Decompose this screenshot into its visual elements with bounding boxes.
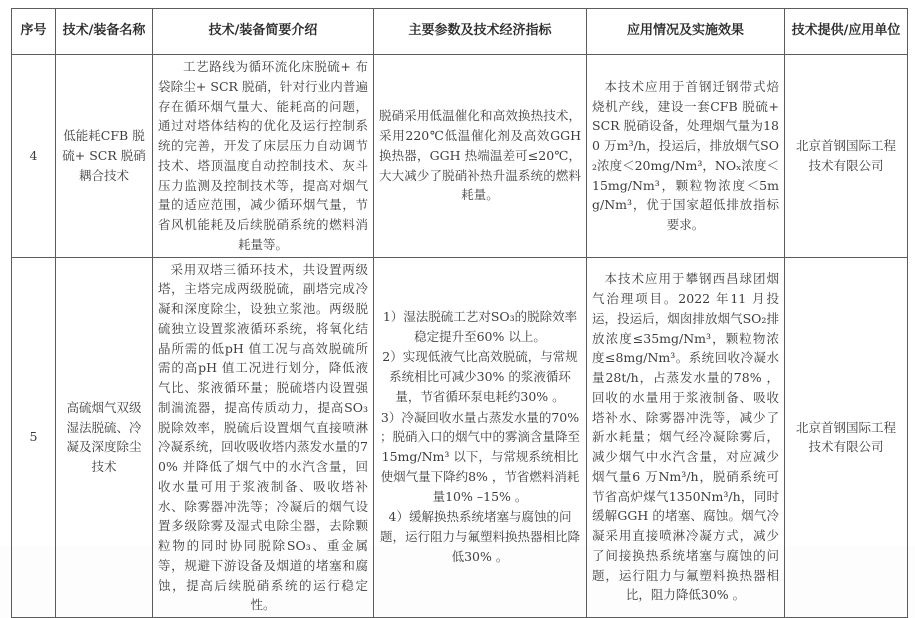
row4-tech-intro xyxy=(153,55,374,258)
header-row xyxy=(12,9,908,55)
header-main-parameters: 主要参数及技术经济指标 xyxy=(374,9,587,55)
technology-equipment-table xyxy=(11,8,908,618)
row5-main-parameters xyxy=(374,257,587,618)
row5-parameter-item-2: 2）实现低液气比高效脱硫，与常规系统相比可减少30% 的浆液循环量，节省循环泵电耗约30% 。 xyxy=(382,349,578,404)
row5-serial-number: 5 xyxy=(12,257,56,618)
row4-parameters-paragraph: 脱硝采用低温催化和高效换热技术，采用220℃低温催化剂及高效GGH 换热器，GGH 热端温差可≤20℃，大大减少了脱硝补热升温系统的燃料耗量。 xyxy=(379,108,581,203)
row4-intro-paragraph: 工艺路线为循环流化床脱硫+ 布袋除尘+ SCR 脱硝，针对行业内普遍存在循环烟气量大、能耗高的问题，通过对塔体结构的优化及运行控制系统的完善，开发了床层压力自动调节技术、塔顶温度自动控制技术、灰斗压力监测及控制技术等，提高对烟气量的适应范围，减少循环烟气量，节省风机能耗及后续脱硝系统的燃料消耗量等。 xyxy=(158,59,368,252)
header-provider-unit: 技术提供/应用单位 xyxy=(785,9,908,55)
row5-application-effect xyxy=(587,257,785,618)
row4-application-paragraph: 本技术应用于首钢迁钢带式焙烧机产线，建设一套CFB 脱硫+ SCR 脱硝设备，处理烟气量为180 万m³/h，投运后，排放烟气SO₂浓度＜20mg/Nm³，NOₓ浓度＜15mg/Nm³，颗粒物浓度＜5mg/Nm³，优于国家超低排放指标要求。 xyxy=(592,78,779,232)
row5-tech-name: 高硫烟气双级湿法脱硫、冷凝及深度除尘技术 xyxy=(56,257,153,618)
header-application-effect: 应用情况及实施效果 xyxy=(587,9,785,55)
row5-tech-intro xyxy=(153,257,374,618)
row5-parameter-item-1: 1）湿法脱硫工艺对SO₃的脱除效率稳定提升至60% 以上。 xyxy=(382,308,578,344)
header-tech-intro: 技术/装备简要介绍 xyxy=(153,9,374,55)
header-tech-name: 技术/装备名称 xyxy=(56,9,153,55)
row5-intro-paragraph: 采用双塔三循环技术，共设置两级塔，主塔完成两级脱硫，副塔完成冷凝和深度除尘，设独立浆池。两级脱硫独立设置浆液循环系统，将氧化结晶所需的低pH 值工况与高效脱硫所需的高pH 值工况进行划分，降低液气比、浆液循环量；脱硫塔内设置强制湍流器，提高传质动力，提高SO₃脱除效率，脱硫后设置烟气直接喷淋冷凝系统，回收吸收塔内蒸发水量的70% 并降低了烟气中的水汽含量，回收水量可用于浆液制备、吸收塔补水、除雾器冲洗等；冷凝后的烟气设置多级除雾及湿式电除尘器，去除颗粒物的同时协同脱除SO₃、重金属等，规避下游设备及烟道的堵塞和腐蚀，提高后续脱硝系统的运行稳定性。 xyxy=(158,261,368,613)
row4-serial-number: 4 xyxy=(12,55,56,258)
table-row-5 xyxy=(12,257,908,618)
row5-provider-unit: 北京首钢国际工程技术有限公司 xyxy=(785,257,908,618)
table-row-4 xyxy=(12,55,908,258)
row4-application-effect xyxy=(587,55,785,258)
row4-provider-unit: 北京首钢国际工程技术有限公司 xyxy=(785,55,908,258)
row4-tech-name: 低能耗CFB 脱硫+ SCR 脱硝耦合技术 xyxy=(56,55,153,258)
row5-parameter-item-3: 3）冷凝回收水量占蒸发水量的70% ；脱硝入口的烟气中的雾滴含量降至15mg/Nm³ 以下，与常规系统相比使烟气量下降约8% ，节省燃料消耗量10% –15% 。 xyxy=(379,409,580,504)
row5-parameter-item-4: 4）缓解换热系统堵塞与腐蚀的问题，运行阻力与氟塑料换热器相比降低30% 。 xyxy=(379,509,580,564)
row4-main-parameters xyxy=(374,55,587,258)
row5-application-paragraph: 本技术应用于攀钢西昌球团烟气治理项目。2022 年11 月投运，投运后，烟囱排放烟气SO₂排放浓度≤35mg/Nm³，颗粒物浓度≤8mg/Nm³。系统回收冷凝水量28t/h，占蒸发水量的78% ，回收的水量用于浆液制备、吸收塔补水、除雾器冲洗等，减少了新水耗量；烟气经冷凝除雾后，减少烟气中水汽含量，对应减少烟气量6 万Nm³/h，脱硝系统可节省高炉煤气1350Nm³/h，同时缓解GGH 的堵塞、腐蚀。烟气冷凝采用直接喷淋冷凝方式，减少了间接换热系统堵塞与腐蚀的问题，运行阻力与氟塑料换热器相比，阻力降低30% 。 xyxy=(592,271,779,603)
header-serial-number: 序号 xyxy=(12,9,56,55)
